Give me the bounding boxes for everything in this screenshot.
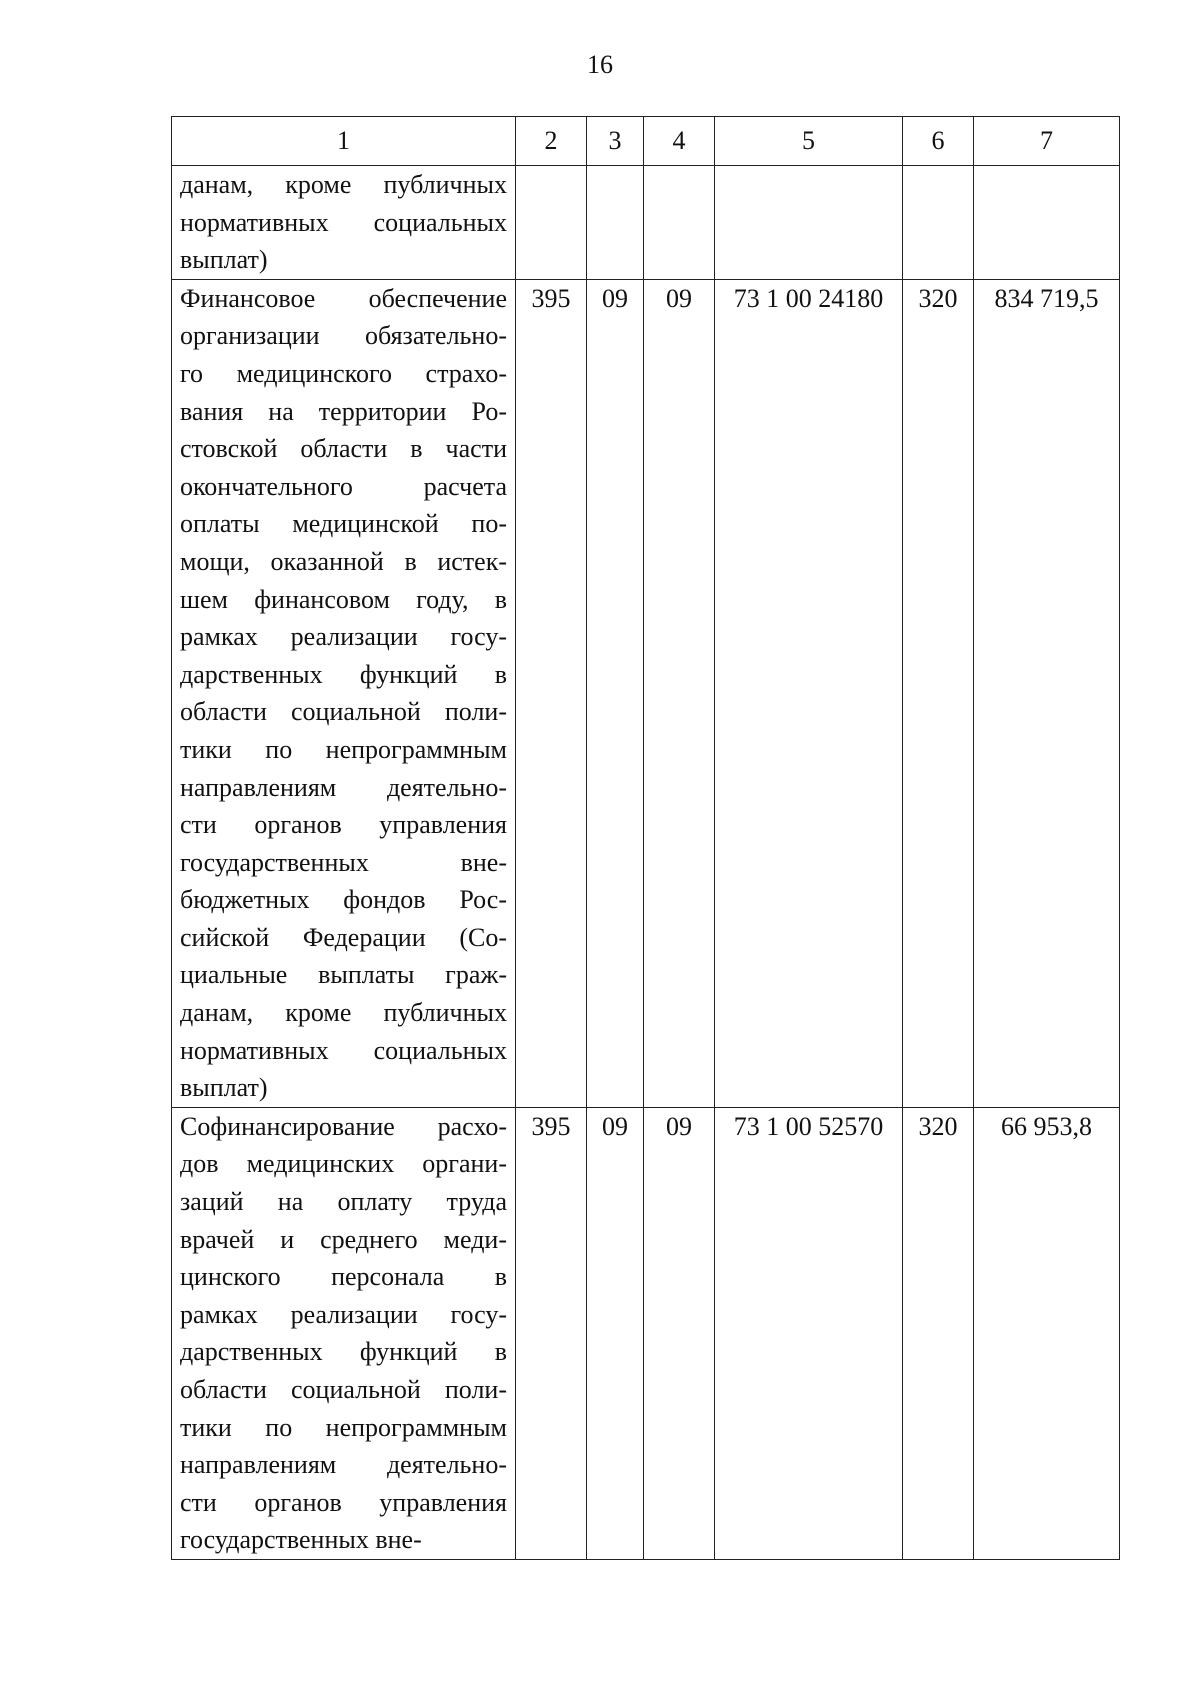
subdivision-code-cell [644,166,715,280]
amount-cell: 834 719,5 [974,279,1120,1107]
description-line: шем финансовом году, в [180,584,507,614]
description-line: рамках реализации госу- [180,1299,507,1329]
column-header: 1 [172,117,516,166]
section-code-cell [516,166,587,280]
description-line: тики по непрограммным [180,1412,507,1442]
description-line: организации обязательно- [180,321,507,351]
subdivision-code-cell: 09 [644,1107,715,1559]
description-cell [172,279,516,1107]
description-line: рамках реализации госу- [180,622,507,652]
amount-cell [974,166,1120,280]
description-line: государственных вне- [180,847,507,877]
description-line: стовской области в части [180,434,507,464]
description-line: Финансовое обеспечение [180,283,507,313]
column-header: 4 [644,117,715,166]
table-header-row [172,117,1120,166]
description-line: дарственных функций в [180,1337,507,1367]
description-line: го медицинского страхо- [180,358,507,388]
description-line: области социальной поли- [180,697,507,727]
description-line: дарственных функций в [180,659,507,689]
description-cell [172,1107,516,1559]
page-number: 16 [587,50,613,79]
description-line: нормативных социальных [180,1035,507,1065]
division-code-cell: 09 [587,1107,644,1559]
table-row [172,279,1120,1107]
description-cell [172,166,516,280]
expense-type-cell: 320 [903,1107,974,1559]
subdivision-code-cell: 09 [644,279,715,1107]
description-line: выплат) [180,245,268,275]
description-line: выплат) [180,1073,268,1103]
target-article-cell: 73 1 00 24180 [715,279,903,1107]
description-line: направлениям деятельно- [180,1450,507,1480]
description-line: Софинансирование расхо- [180,1111,507,1141]
column-header: 6 [903,117,974,166]
description-line: сти органов управления [180,810,507,840]
section-code-cell: 395 [516,1107,587,1559]
description-line: сти органов управления [180,1487,507,1517]
description-line: нормативных социальных [180,207,507,237]
description-line: мощи, оказанной в истек- [180,546,507,576]
description-line: врачей и среднего меди- [180,1224,507,1254]
division-code-cell [587,166,644,280]
description-line: данам, кроме публичных [180,170,507,199]
column-header: 7 [974,117,1120,166]
budget-table [171,116,1120,1560]
expense-type-cell [903,166,974,280]
target-article-cell: 73 1 00 52570 [715,1107,903,1559]
description-line: сийской Федерации (Со- [180,922,507,952]
description-line: бюджетных фондов Рос- [180,885,507,915]
column-header: 2 [516,117,587,166]
section-code-cell: 395 [516,279,587,1107]
table-body [172,166,1120,1560]
column-header: 3 [587,117,644,166]
description-line: вания на территории Ро- [180,396,507,426]
description-line: направлениям деятельно- [180,772,507,802]
description-line: цинского персонала в [180,1262,507,1292]
description-line: заций на оплату труда [180,1187,507,1217]
table-row [172,166,1120,280]
table-row [172,1107,1120,1559]
expense-type-cell: 320 [903,279,974,1107]
description-line: циальные выплаты граж- [180,960,507,990]
description-line: дов медицинских органи- [180,1149,507,1179]
division-code-cell: 09 [587,279,644,1107]
description-line: данам, кроме публичных [180,998,507,1028]
description-line: государственных вне- [180,1525,422,1555]
column-header: 5 [715,117,903,166]
description-line: оплаты медицинской по- [180,509,507,539]
description-line: области социальной поли- [180,1375,507,1404]
amount-cell: 66 953,8 [974,1107,1120,1559]
description-line: окончательного расчета [180,471,507,501]
description-line: тики по непрограммным [180,734,507,764]
target-article-cell [715,166,903,280]
